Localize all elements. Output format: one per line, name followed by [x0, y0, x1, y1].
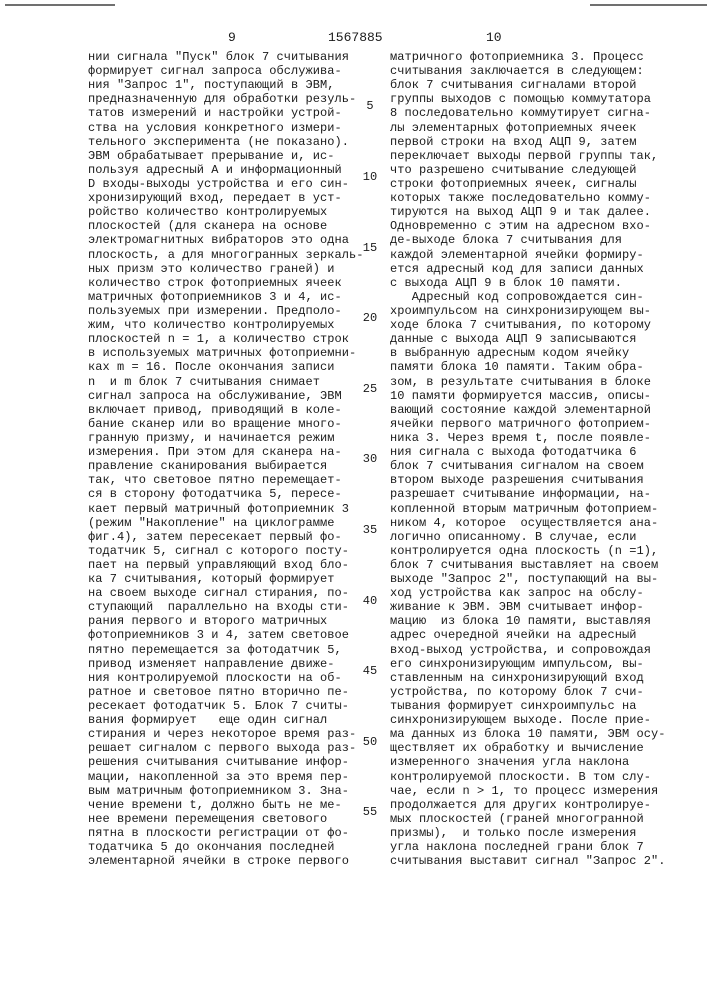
text-line: жим, что количество контролируемых — [88, 318, 368, 332]
text-line: фотоприемников 3 и 4, затем световое — [88, 628, 368, 642]
text-line: блок 7 считывания сигналами второй — [390, 78, 670, 92]
text-line: ния "Запрос 1", поступающий в ЭВМ, — [88, 78, 368, 92]
text-line: мации, накопленной за это время пер- — [88, 770, 368, 784]
text-line: ройство количество контролируемых — [88, 205, 368, 219]
text-line: с выхода АЦП 9 в блок 10 памяти. — [390, 276, 670, 290]
top-rule-left — [5, 4, 115, 6]
margin-line-number: 45 — [360, 664, 380, 678]
text-line: ником 4, которое осуществляется ана- — [390, 516, 670, 530]
text-line: адрес очередной ячейки на адресный — [390, 628, 670, 642]
text-line: первой строки на вход АЦП 9, затем — [390, 135, 670, 149]
text-line: которых также последовательно комму- — [390, 191, 670, 205]
text-line: количество строк фотоприемных ячеек — [88, 276, 368, 290]
text-line: рания первого и второго матричных — [88, 614, 368, 628]
text-line: ратное и световое пятно вторично пе- — [88, 685, 368, 699]
text-line: зом, в результате считывания в блоке — [390, 375, 670, 389]
text-line: считывания заключается в следующем: — [390, 64, 670, 78]
text-line: включает привод, приводящий в коле- — [88, 403, 368, 417]
text-line: в выбранную адресным кодом ячейку — [390, 346, 670, 360]
text-line: разрешает считывание информации, на- — [390, 487, 670, 501]
text-line: выходе "Запрос 2", поступающий на вы- — [390, 572, 670, 586]
text-line: на своем выходе сигнал стирания, по- — [88, 586, 368, 600]
text-line: матричных фотоприемников 3 и 4, ис- — [88, 290, 368, 304]
text-line: гранную призму, и начинается режим — [88, 431, 368, 445]
text-line: вым матричным фотоприемником 3. Зна- — [88, 784, 368, 798]
text-line: ся в сторону фотодатчика 5, пересе- — [88, 487, 368, 501]
text-line: плоскостей (для сканера на основе — [88, 219, 368, 233]
text-line: живание к ЭВМ. ЭВМ считывает инфор- — [390, 600, 670, 614]
text-line: сигнал запроса на обслуживание, ЭВМ — [88, 389, 368, 403]
text-line: контролируется одна плоскость (n =1), — [390, 544, 670, 558]
text-line: ка 7 считывания, который формирует — [88, 572, 368, 586]
text-line: мацию из блока 10 памяти, выставляя — [390, 614, 670, 628]
text-line: ходе блока 7 считывания, по которому — [390, 318, 670, 332]
text-line: элементарной ячейки в строке первого — [88, 854, 368, 868]
margin-line-number: 30 — [360, 452, 380, 466]
text-line: 10 памяти формируется массив, описы- — [390, 389, 670, 403]
text-line: угла наклона последней грани блок 7 — [390, 840, 670, 854]
margin-line-number: 10 — [360, 170, 380, 184]
text-line: чение времени t, должно быть не ме- — [88, 798, 368, 812]
text-line: правление сканирования выбирается — [88, 459, 368, 473]
text-line: измеренного значения угла наклона — [390, 755, 670, 769]
text-line: решает сигналом с первого выхода раз- — [88, 741, 368, 755]
text-line: синхронизирующем выходе. После прие- — [390, 713, 670, 727]
text-line: группы выходов с помощью коммутатора — [390, 92, 670, 106]
text-line: ресекает фотодатчик 5. Блок 7 считы- — [88, 699, 368, 713]
text-line: лы элементарных фотоприемных ячеек — [390, 121, 670, 135]
text-line: пятно перемещается за фотодатчик 5, — [88, 643, 368, 657]
text-line: измерения. При этом для сканера на- — [88, 445, 368, 459]
text-line: ния контролируемой плоскости на об- — [88, 671, 368, 685]
text-line: фиг.4), затем пересекает первый фо- — [88, 530, 368, 544]
text-line: каждой элементарной ячейки формиру- — [390, 248, 670, 262]
text-line: тодатчика 5 до окончания последней — [88, 840, 368, 854]
text-line: памяти блока 10 памяти. Таким обра- — [390, 360, 670, 374]
text-line: 8 последовательно коммутирует сигна- — [390, 106, 670, 120]
text-line: вающий состояние каждой элементарной — [390, 403, 670, 417]
text-line: пользуемых при измерении. Предполо- — [88, 304, 368, 318]
text-line: блок 7 считывания выставляет на своем — [390, 558, 670, 572]
text-line: строки фотоприемных ячеек, сигналы — [390, 177, 670, 191]
text-line: n и m блок 7 считывания снимает — [88, 375, 368, 389]
text-line: ход устройства как запрос на обслу- — [390, 586, 670, 600]
text-line: копленной вторым матричным фотоприем- — [390, 502, 670, 516]
text-line: вход-выход устройства, и сопровождая — [390, 643, 670, 657]
text-line: ства на условия конкретного измери- — [88, 121, 368, 135]
text-line: (режим "Накопление" на циклограмме — [88, 516, 368, 530]
text-line: стирания и через некоторое время раз- — [88, 727, 368, 741]
text-line: логично описанному. В случае, если — [390, 530, 670, 544]
margin-line-number: 35 — [360, 523, 380, 537]
margin-line-number: 15 — [360, 241, 380, 255]
text-line: татов измерений и настройки устрой- — [88, 106, 368, 120]
text-line: продолжается для других контролируе- — [390, 798, 670, 812]
text-line: ния сигнала с выхода фотодатчика 6 — [390, 445, 670, 459]
right-text-column — [390, 50, 670, 868]
text-line: нее времени перемещения светового — [88, 812, 368, 826]
text-line: электромагнитных вибраторов это одна — [88, 233, 368, 247]
text-line: нии сигнала "Пуск" блок 7 считывания — [88, 50, 368, 64]
text-line: мых плоскостей (граней многогранной — [390, 812, 670, 826]
text-line: Одновременно с этим на адресном вхо- — [390, 219, 670, 233]
text-line: данные с выхода АЦП 9 записываются — [390, 332, 670, 346]
margin-line-number: 20 — [360, 311, 380, 325]
text-line: в используемых матричных фотоприемни- — [88, 346, 368, 360]
text-line: ячейки первого матричного фотоприем- — [390, 417, 670, 431]
text-line: привод изменяет направление движе- — [88, 657, 368, 671]
text-line: что разрешено считывание следующей — [390, 163, 670, 177]
text-line: пятна в плоскости регистрации от фо- — [88, 826, 368, 840]
top-rule-right — [590, 4, 707, 6]
text-line: контролируемой плоскости. В том слу- — [390, 770, 670, 784]
text-line: ществляет их обработку и вычисление — [390, 741, 670, 755]
text-line: решения считывания считывание инфор- — [88, 755, 368, 769]
patent-number: 1567885 — [328, 30, 383, 45]
text-line: хронизирующий вход, передает в уст- — [88, 191, 368, 205]
text-line: ЭВМ обрабатывает прерывание и, ис- — [88, 149, 368, 163]
text-line: матричного фотоприемника 3. Процесс — [390, 50, 670, 64]
text-line: формирует сигнал запроса обслужива- — [88, 64, 368, 78]
text-line: ма данных из блока 10 памяти, ЭВМ осу- — [390, 727, 670, 741]
text-line: пает на первый управляющий вход бло- — [88, 558, 368, 572]
text-line: пользуя адресный A и информационный — [88, 163, 368, 177]
margin-line-number: 5 — [360, 99, 380, 113]
margin-line-number: 55 — [360, 805, 380, 819]
text-line: ступающий параллельно на входы сти- — [88, 600, 368, 614]
text-line: ных призм это количество граней) и — [88, 262, 368, 276]
text-line: тывания формирует синхроимпульс на — [390, 699, 670, 713]
text-line: вания формирует еще один сигнал — [88, 713, 368, 727]
text-line: плоскостей n = 1, а количество строк — [88, 332, 368, 346]
text-line: де-выходе блока 7 считывания для — [390, 233, 670, 247]
text-line: ется адресный код для записи данных — [390, 262, 670, 276]
text-line: ставленным на синхронизирующий вход — [390, 671, 670, 685]
text-line: считывания выставит сигнал "Запрос 2". — [390, 854, 670, 868]
text-line: тодатчик 5, сигнал с которого посту- — [88, 544, 368, 558]
text-line: так, что световое пятно перемещает- — [88, 473, 368, 487]
text-line: кает первый матричный фотоприемник 3 — [88, 502, 368, 516]
text-line: призмы), и только после измерения — [390, 826, 670, 840]
right-page-number: 10 — [486, 30, 502, 45]
left-page-number: 9 — [228, 30, 236, 45]
text-line: тельного эксперимента (не показано). — [88, 135, 368, 149]
text-line: ках m = 16. После окончания записи — [88, 360, 368, 374]
text-line: блок 7 считывания сигналом на своем — [390, 459, 670, 473]
text-line: его синхронизирующим импульсом, вы- — [390, 657, 670, 671]
text-line: плоскость, а для многогранных зеркаль- — [88, 248, 368, 262]
text-line: Адресный код сопровождается син- — [390, 290, 670, 304]
text-line: ника 3. Через время t, после появле- — [390, 431, 670, 445]
margin-line-number: 50 — [360, 735, 380, 749]
text-line: переключает выходы первой группы так, — [390, 149, 670, 163]
text-line: устройства, по которому блок 7 счи- — [390, 685, 670, 699]
text-line: хроимпульсом на синхронизирующем вы- — [390, 304, 670, 318]
text-line: предназначенную для обработки резуль- — [88, 92, 368, 106]
text-line: чае, если n > 1, то процесс измерения — [390, 784, 670, 798]
text-line: втором выходе разрешения считывания — [390, 473, 670, 487]
margin-line-number: 40 — [360, 594, 380, 608]
text-line: бание сканер или во вращение много- — [88, 417, 368, 431]
text-line: D входы-выходы устройства и его син- — [88, 177, 368, 191]
left-text-column — [88, 50, 368, 868]
margin-line-number: 25 — [360, 382, 380, 396]
text-line: тируются на выход АЦП 9 и так далее. — [390, 205, 670, 219]
